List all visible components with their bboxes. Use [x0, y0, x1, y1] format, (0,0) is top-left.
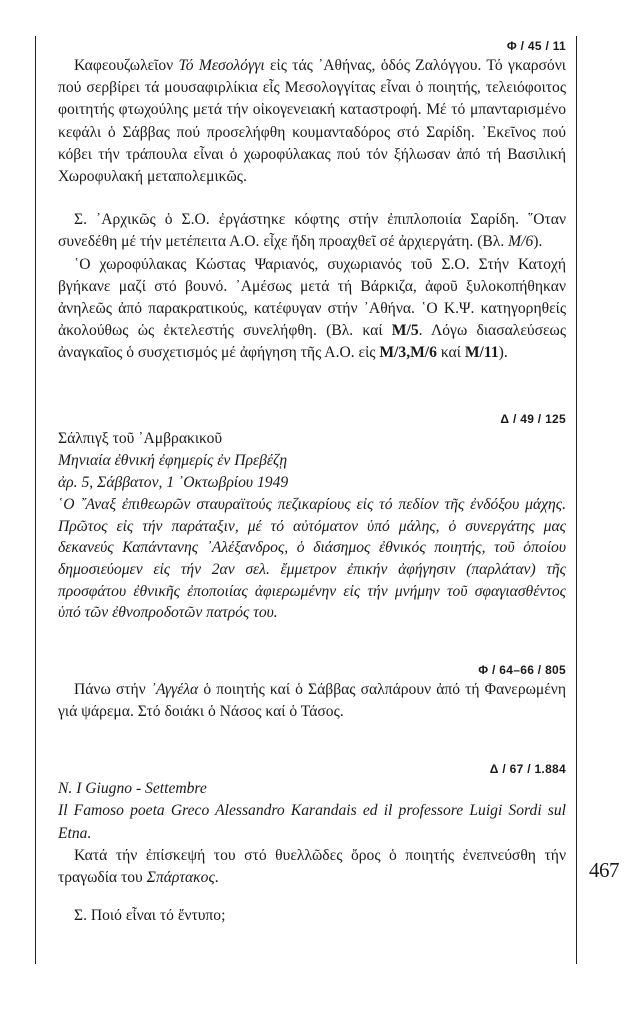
entry-reference: Δ / 49 / 125	[500, 411, 566, 426]
text-run: Καφεουζωλεῖον	[74, 57, 179, 74]
text-run: Πάνω στήν	[74, 680, 151, 698]
text-run: ὁ ποιητής καί ὁ Σάββας σαλπάρουν ἀπό τή Φανερωμένη γιά ψάρεμα. Στό δοιάκι ὁ Νάσος καί ὁ Τάσος.	[58, 680, 566, 721]
newspaper-title: Σάλπιγξ τοῦ ᾿Αμβρακικοῦ	[58, 429, 223, 447]
left-margin-rule	[35, 36, 36, 964]
cross-reference: Μ/11	[464, 344, 499, 362]
entry-paragraph	[58, 845, 566, 889]
newspaper-subtitle: Μηνιαία ἐθνική ἐφημερίς ἐν Πρεβέζῃ	[58, 451, 288, 469]
text-run: ).	[498, 344, 508, 362]
entry-reference: Φ / 45 / 11	[506, 39, 566, 53]
text-run: εἰς τάς ᾿Αθήνας, ὁδός Ζαλόγγου. Τό γκαρσόνι πού σερβίρει τά μουσαφιρλίκια εἶς Μεσολογγίτας εἶναι ὁ ποιητής, τελειόφοιτος φοιτητής φτωχούλης μετά τήν οἰκογενειακή καταστροφή. Μέ τό μπανταρισμένο κεφάλι ὁ Σάββας πού προσελήφθη κουμανταδόρος στό Σαρίδη. ᾿Εκεῖνος πού κόβει τήν τράπουλα εἶναι ὁ χωροφύλακας πού τόν ξήλωσαν ἀπό τή Βασιλική Χωροφυλακή μεταπολεμικῶς.	[58, 57, 566, 186]
annotation-note	[58, 254, 566, 365]
main-text	[58, 38, 566, 927]
entry-reference: Δ / 67 / 1.884	[489, 762, 566, 777]
entry-paragraph	[58, 55, 566, 188]
issue-date: ἀρ. 5, Σάββατον, 1 ᾿Οκτωβρίου 1949	[58, 474, 289, 492]
page-number: 467	[589, 858, 619, 882]
text-run: Κατά τήν ἐπίσκεψή του στό θυελλῶδες ὄρος ὁ ποιητής ἐνεπνεύσθη τήν τραγωδία του	[58, 846, 566, 887]
text-run: ).	[533, 233, 543, 251]
entry-reference: Φ / 64–66 / 805	[478, 662, 566, 677]
boat-name: ᾿Αγγέλα	[150, 680, 199, 698]
right-margin-rule	[576, 36, 577, 964]
text-run: καί	[436, 344, 465, 362]
cross-reference: Μ/5	[391, 322, 419, 340]
text-run: ῾Ο χωροφύλακας Κώστας Ψαριανός, συχωριανός τοῦ Σ.Ο. Στήν Κατοχή βγήκανε μαζί στό βουνό. ᾿Αμέσως μετά τή Βάρκιζα, ἀφοῦ ξυλοκοπήθηκαν ἀνηλεῶς ἀπό παρακρατικούς, κατέφυγαν στήν ᾿Αθήνα. ῾Ο Κ.Ψ. κατηγορηθείς ἀκολούθως ὡς ἐκτελεστής συνελήφθη. (Βλ. καί	[58, 255, 566, 340]
place-name: Τό Μεσολόγγι	[178, 57, 265, 74]
text-run: .	[214, 869, 219, 887]
entry-paragraph	[58, 679, 566, 723]
text-run: . Λόγω διασαλεύσεως ἀναγκαῖος ὁ συσχετισμός μέ ἀφήγηση τῆς Α.Ο. εἰς	[58, 322, 566, 362]
cross-reference: Μ/6	[508, 233, 534, 251]
annotation-note	[58, 209, 566, 253]
cross-reference: Μ/3,Μ/6	[379, 344, 437, 362]
publication-issue: N. I Giugno - Settembre	[58, 780, 207, 798]
publication-headline: Il Famoso poeta Greco Alessandro Karandais ed il professore Luigi Sordi sul Etna.	[58, 802, 566, 842]
work-title: Σπάρτακος	[146, 869, 215, 887]
annotation-note: Σ. Ποιό εἶναι τό ἔντυπο;	[74, 907, 226, 925]
text-run: Σ. ᾿Αρχικῶς ὁ Σ.Ο. ἐργάστηκε κόφτης στήν ἐπιπλοποιία Σαρίδη. ῞Οταν συνεδέθη μέ τήν μετέπειτα Α.Ο. εἶχε ἤδη προαχθεῖ σέ ἀρχιεργάτη. (Βλ.	[58, 211, 566, 251]
newspaper-caption: ῾Ο ῎Αναξ ἐπιθεωρῶν σταυραϊτούς πεζικαρίους εἰς τό πεδίον τῆς ἐνδόξου μάχης. Πρῶτος εἰς τήν παράταξιν, μέ τό αὐτόματον ὑπό μάλης, ὁ συνεργάτης μας δεκανεύς Καπάντανης ᾿Αλέξανδρος, ὁ διάσημος ἐθνικός ποιητής, τοῦ ὁποίου δημοσιεύομεν εἰς τήν 2αν σελ. ἔμμετρον ἐπικήν ἀφήγησιν (παρλάταν) τῆς προσφάτου ἐθνικῆς ἐποποιίας ἀφιερωμένην εἰς τήν μνήμην τοῦ σφαγιασθέντος ὑπό τῶν ἐθνοπροδοτῶν πατρός του.	[58, 496, 566, 622]
